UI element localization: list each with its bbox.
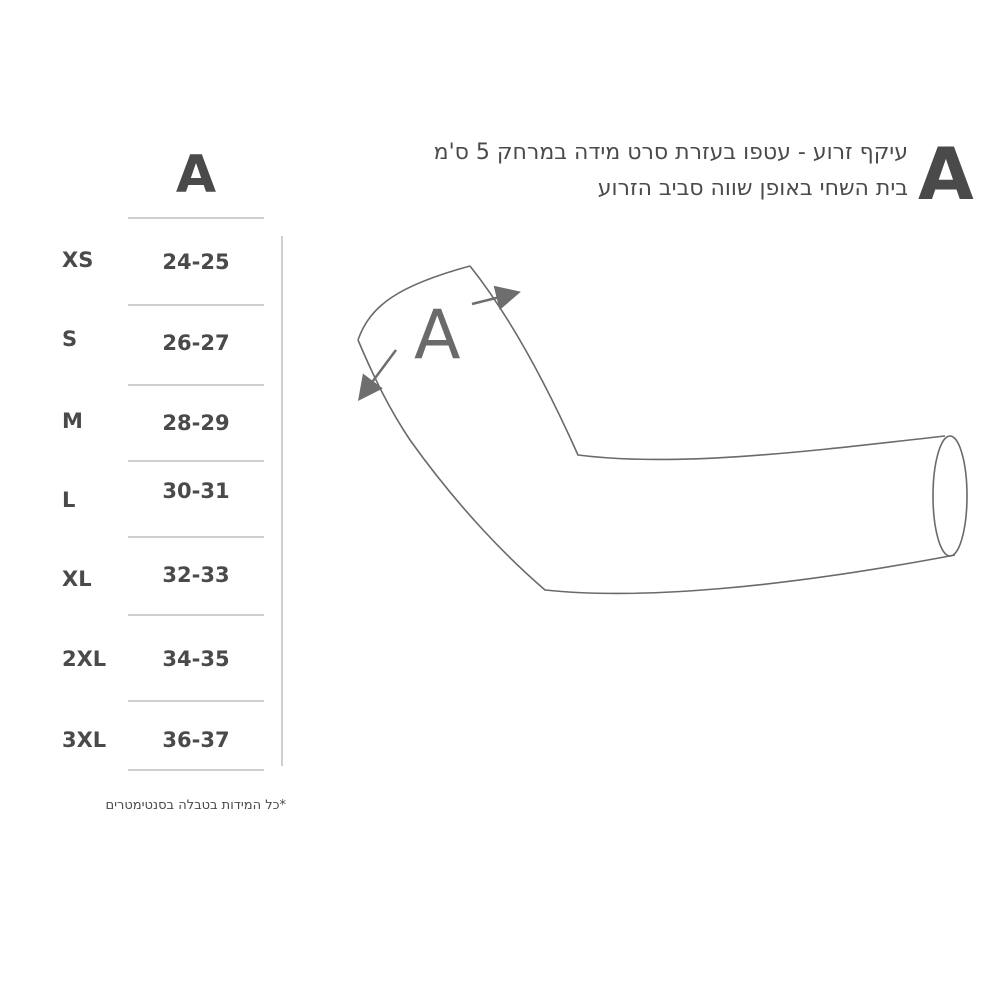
size-label: 3XL bbox=[62, 728, 107, 752]
size-value: 30-31 bbox=[162, 479, 230, 503]
table-rule bbox=[128, 769, 264, 771]
table-vertical-rule bbox=[281, 236, 283, 766]
size-label: S bbox=[62, 327, 78, 351]
size-value: 26-27 bbox=[162, 331, 230, 355]
instruction-line-1: עיקף זרוע - עטפו בעזרת סרט מידה במרחק 5 ס'מ bbox=[433, 140, 908, 165]
table-rule bbox=[128, 217, 264, 219]
units-footnote: *כל המידות בטבלה בסנטימטרים bbox=[105, 798, 286, 813]
diagram-marker: A bbox=[414, 296, 461, 375]
table-rule bbox=[128, 460, 264, 462]
size-value: 34-35 bbox=[162, 647, 230, 671]
sleeve-outline bbox=[470, 266, 945, 459]
table-rule bbox=[128, 614, 264, 616]
arrow-right-icon bbox=[472, 293, 516, 304]
size-label: M bbox=[62, 409, 83, 433]
table-column-header: A bbox=[175, 145, 217, 205]
table-rule bbox=[128, 304, 264, 306]
size-label: 2XL bbox=[62, 647, 107, 671]
size-value: 28-29 bbox=[162, 411, 230, 435]
table-rule bbox=[128, 536, 264, 538]
size-value: 36-37 bbox=[162, 728, 230, 752]
table-rule bbox=[128, 700, 264, 702]
size-label: L bbox=[62, 488, 76, 512]
sleeve-outline bbox=[358, 340, 955, 593]
size-value: 32-33 bbox=[162, 563, 230, 587]
measurement-marker: A bbox=[918, 132, 974, 216]
size-value: 24-25 bbox=[162, 250, 230, 274]
size-label: XS bbox=[62, 248, 94, 272]
instruction-line-2: בית השחי באופן שווה סביב הזרוע bbox=[597, 176, 908, 201]
arm-sleeve-diagram bbox=[340, 255, 980, 615]
size-label: XL bbox=[62, 567, 92, 591]
table-rule bbox=[128, 384, 264, 386]
sleeve-wrist-opening bbox=[933, 436, 967, 556]
